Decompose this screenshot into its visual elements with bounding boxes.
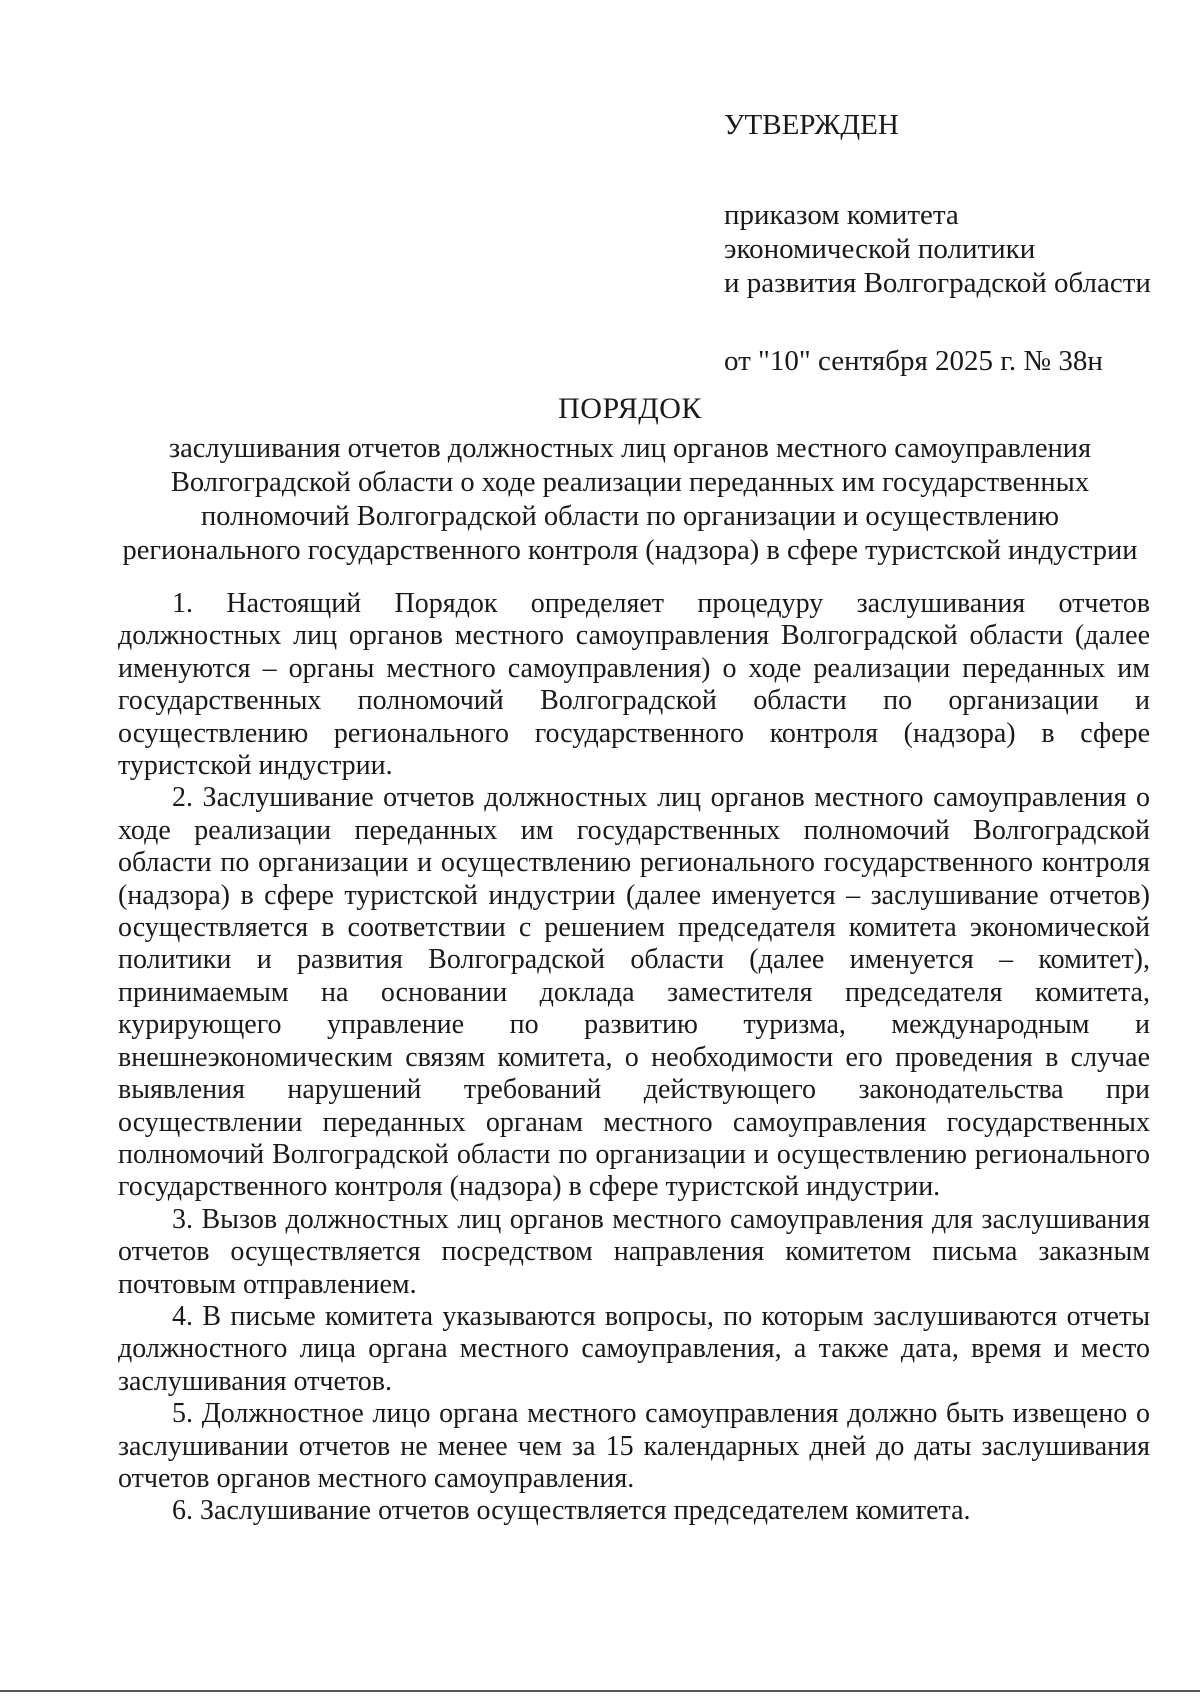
body-paragraph-3: 3. Вызов должностных лиц органов местного самоуправления для заслушивания отчетов осуществляется посредством направления комитетом письма заказным почтовым отправлением. bbox=[118, 1203, 1150, 1300]
subtitle-line: Волгоградской области о ходе реализации переданных им государственных bbox=[170, 467, 1090, 498]
approval-line: экономической политики bbox=[724, 233, 1036, 265]
document-subtitle bbox=[110, 432, 1150, 568]
subtitle-line: полномочий Волгоградской области по организации и осуществлению bbox=[200, 501, 1060, 532]
body-paragraph-1: 1. Настоящий Порядок определяет процедуру заслушивания отчетов должностных лиц органов местного самоуправления Волгоградской области (далее именуются – органы местного самоуправления) о ходе реализации переданных им государственных полномочий Волгоградской области по организации и осуществлению регионального государственного контроля (надзора) в сфере туристской индустрии. bbox=[118, 588, 1150, 782]
document-body bbox=[118, 588, 1150, 1528]
document-title: ПОРЯДОК bbox=[558, 392, 702, 425]
body-paragraph-5: 5. Должностное лицо органа местного самоуправления должно быть извещено о заслушивании отчетов не менее чем за 15 календарных дней до даты заслушивания отчетов органов местного самоуправления. bbox=[118, 1398, 1150, 1494]
body-paragraph-6: 6. Заслушивание отчетов осуществляется председателем комитета. bbox=[172, 1495, 971, 1527]
approval-block bbox=[724, 108, 1164, 378]
approval-date-line: от "10" сентября 2025 г. № 38н bbox=[724, 345, 1103, 377]
approval-line: и развития Волгоградской области bbox=[724, 267, 1151, 299]
body-paragraph-2: 2. Заслушивание отчетов должностных лиц органов местного самоуправления о ходе реализации переданных им государственных полномочий Волгоградской области по организации и осуществлению регионального государственного контроля (надзора) в сфере туристской индустрии (далее именуется – заслушивание отчетов) осуществляется в соответствии с решением председателя комитета экономической политики и развития Волгоградской области (далее именуется – комитет), принимаемым на основании доклада заместителя председателя комитета, курирующего управление по развитию туризма, международным и внешнеэкономическим связям комитета, о необходимости его проведения в случае выявления нарушений требований действующего законодательства при осуществлении переданных органам местного самоуправления государственных полномочий Волгоградской области по организации и осуществлению регионального государственного контроля (надзора) в сфере туристской индустрии. bbox=[118, 782, 1150, 1203]
subtitle-line: регионального государственного контроля (надзора) в сфере туристской индустрии bbox=[122, 535, 1138, 566]
page-bottom-rule bbox=[0, 1690, 1200, 1692]
body-paragraph-4: 4. В письме комитета указываются вопросы, по которым заслушиваются отчеты должностного лица органа местного самоуправления, а также дата, время и место заслушивания отчетов. bbox=[118, 1300, 1150, 1397]
subtitle-line: заслушивания отчетов должностных лиц органов местного самоуправления bbox=[168, 433, 1092, 464]
approval-stamp-word: УТВЕРЖДЕН bbox=[724, 109, 899, 141]
approval-line: приказом комитета bbox=[724, 199, 959, 231]
